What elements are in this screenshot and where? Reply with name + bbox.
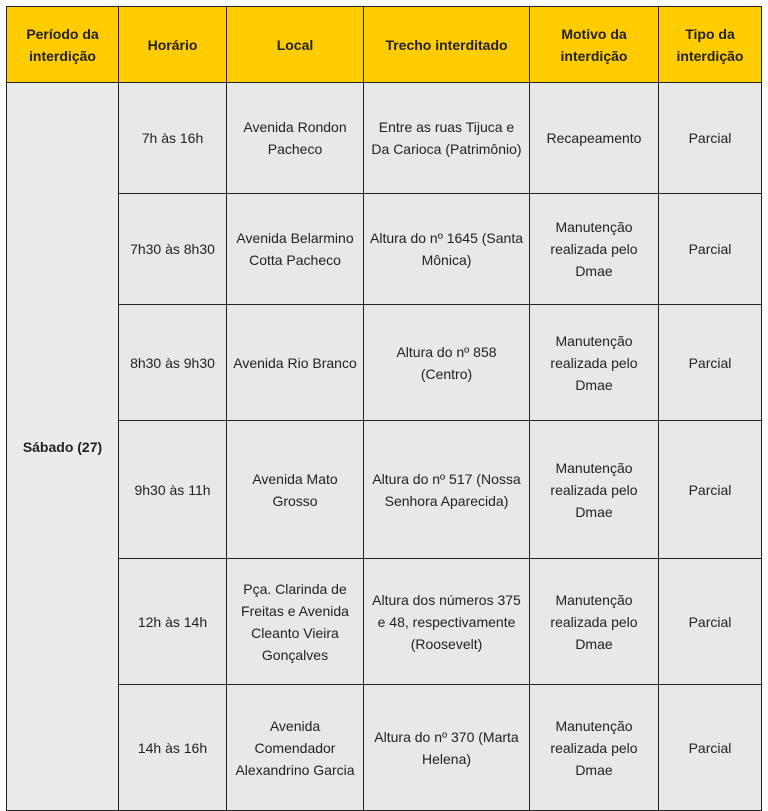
stretch-cell: Altura do nº 858 (Centro) bbox=[364, 305, 530, 421]
type-cell: Parcial bbox=[659, 194, 762, 305]
time-cell: 14h às 16h bbox=[119, 685, 227, 811]
stretch-cell: Altura do nº 370 (Marta Helena) bbox=[364, 685, 530, 811]
place-cell: Avenida Mato Grosso bbox=[227, 421, 364, 559]
type-cell: Parcial bbox=[659, 559, 762, 685]
type-cell: Parcial bbox=[659, 83, 762, 194]
reason-cell: Manutenção realizada pelo Dmae bbox=[530, 685, 659, 811]
table-row bbox=[7, 305, 762, 421]
stretch-cell: Entre as ruas Tijuca e Da Carioca (Patrimônio) bbox=[364, 83, 530, 194]
table-row bbox=[7, 559, 762, 685]
period-cell: Sábado (27) bbox=[7, 83, 119, 811]
place-cell: Avenida Belarmino Cotta Pacheco bbox=[227, 194, 364, 305]
table-row bbox=[7, 194, 762, 305]
time-cell: 9h30 às 11h bbox=[119, 421, 227, 559]
header-place: Local bbox=[227, 7, 364, 83]
time-cell: 7h às 16h bbox=[119, 83, 227, 194]
table-row bbox=[7, 685, 762, 811]
time-cell: 7h30 às 8h30 bbox=[119, 194, 227, 305]
place-cell: Pça. Clarinda de Freitas e Avenida Cleanto Vieira Gonçalves bbox=[227, 559, 364, 685]
road-closures-table bbox=[6, 6, 762, 811]
place-cell: Avenida Comendador Alexandrino Garcia bbox=[227, 685, 364, 811]
reason-cell: Manutenção realizada pelo Dmae bbox=[530, 559, 659, 685]
header-time: Horário bbox=[119, 7, 227, 83]
reason-cell: Recapeamento bbox=[530, 83, 659, 194]
reason-cell: Manutenção realizada pelo Dmae bbox=[530, 305, 659, 421]
header-type: Tipo da interdição bbox=[659, 7, 762, 83]
stretch-cell: Altura do nº 1645 (Santa Mônica) bbox=[364, 194, 530, 305]
table-row bbox=[7, 83, 762, 194]
header-row bbox=[7, 7, 762, 83]
type-cell: Parcial bbox=[659, 421, 762, 559]
time-cell: 8h30 às 9h30 bbox=[119, 305, 227, 421]
header-period: Período da interdição bbox=[7, 7, 119, 83]
header-stretch: Trecho interditado bbox=[364, 7, 530, 83]
stretch-cell: Altura dos números 375 e 48, respectivamente (Roosevelt) bbox=[364, 559, 530, 685]
place-cell: Avenida Rio Branco bbox=[227, 305, 364, 421]
type-cell: Parcial bbox=[659, 305, 762, 421]
type-cell: Parcial bbox=[659, 685, 762, 811]
reason-cell: Manutenção realizada pelo Dmae bbox=[530, 194, 659, 305]
stretch-cell: Altura do nº 517 (Nossa Senhora Aparecida) bbox=[364, 421, 530, 559]
place-cell: Avenida Rondon Pacheco bbox=[227, 83, 364, 194]
time-cell: 12h às 14h bbox=[119, 559, 227, 685]
header-reason: Motivo da interdição bbox=[530, 7, 659, 83]
reason-cell: Manutenção realizada pelo Dmae bbox=[530, 421, 659, 559]
table-row bbox=[7, 421, 762, 559]
